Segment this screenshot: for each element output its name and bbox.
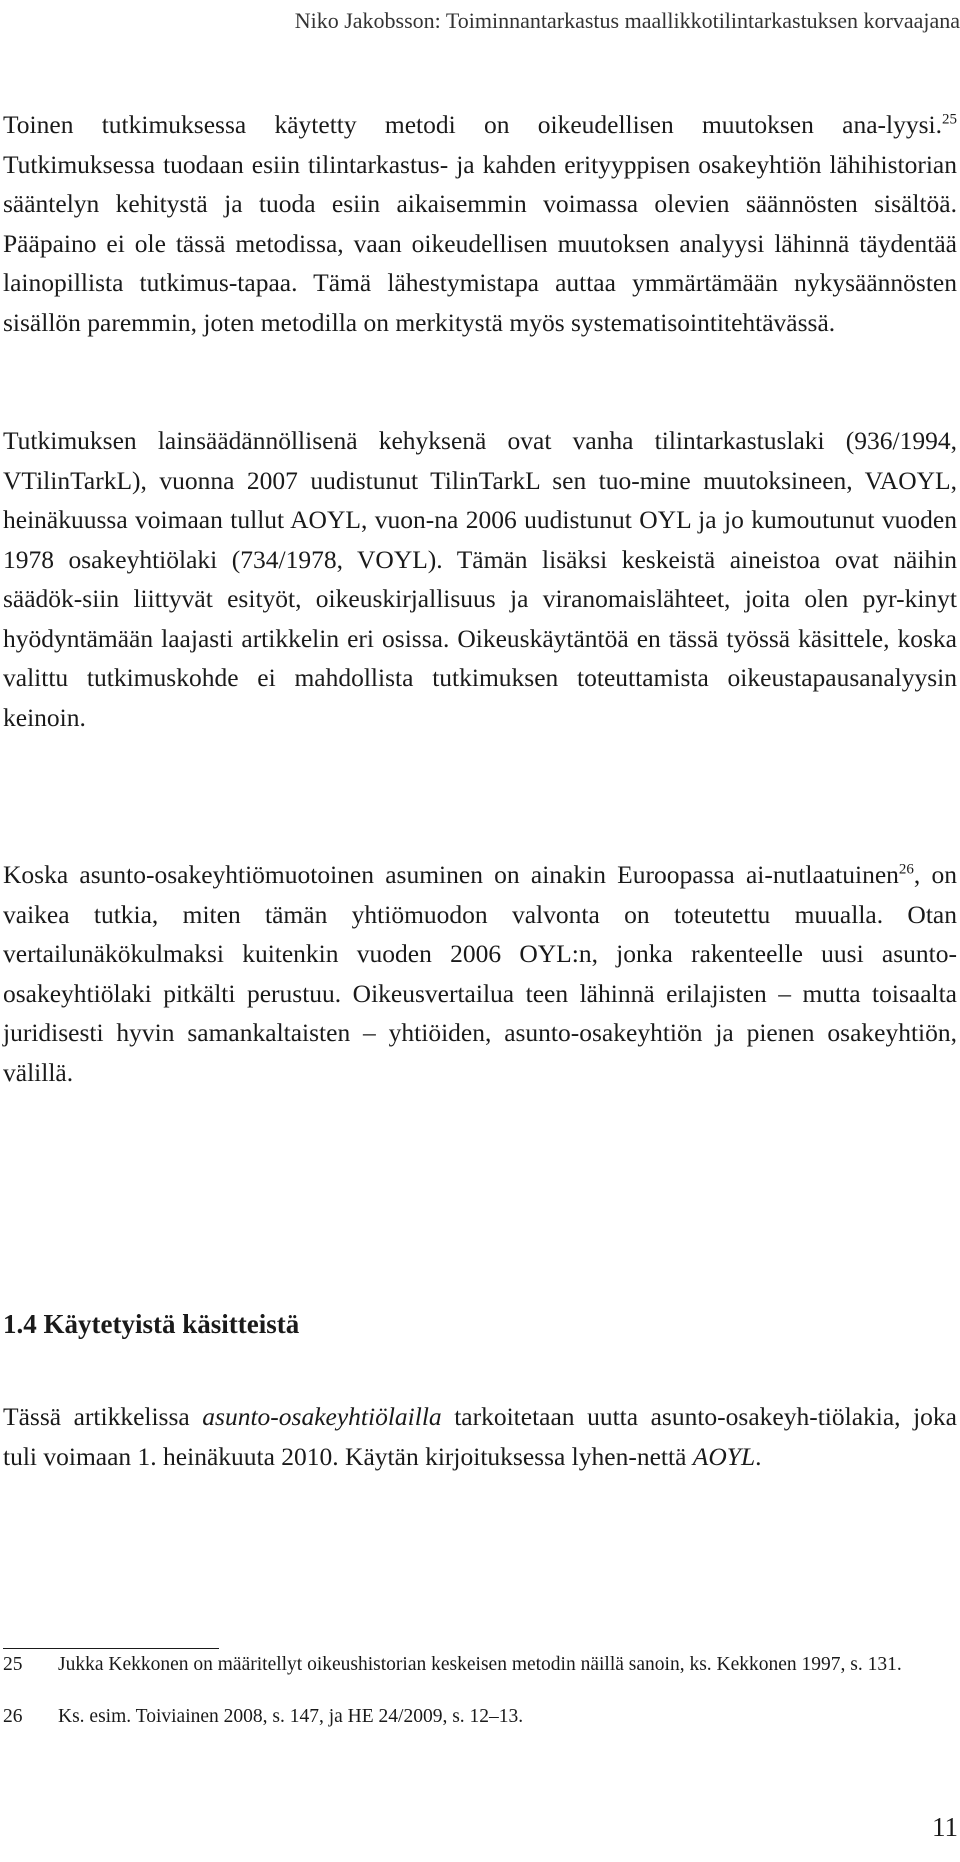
paragraph-text: tarkoitetaan uutta asunto-osakeyh-tiölakia, joka tuli voimaan 1. heinäkuuta 2010. Käytän kirjoituksessa lyhen-nettä xyxy=(3,1402,957,1471)
footnote-number: 25 xyxy=(3,1654,23,1675)
paragraph-text: Tässä artikkelissa xyxy=(3,1402,203,1431)
paragraph-comparative xyxy=(3,855,957,1092)
footnote-26 xyxy=(3,1705,957,1729)
paragraph-text: . xyxy=(755,1441,762,1471)
footnote-reference-25[interactable]: 25 xyxy=(942,111,957,128)
paragraph-text: Koska asunto-osakeyhtiömuotoinen asuminen on ainakin Euroopassa ai-nutlaatuinen xyxy=(3,860,899,889)
italic-term: asunto-osakeyhtiölailla xyxy=(202,1402,442,1431)
section-heading: 1.4 Käytetyistä käsitteistä xyxy=(3,1309,300,1339)
footnote-divider xyxy=(3,1648,219,1649)
paragraph-text: Toinen tutkimuksessa käytetty metodi on oikeudellisen muutoksen ana-lyysi. xyxy=(3,110,942,139)
paragraph-text: , on vaikea tutkia, miten tämän yhtiömuodon valvonta on toteutettu muualla. Otan vertailunäkökulmaksi kuitenkin vuoden 2006 OYL:n, jonka rakenteelle uusi asunto-osakeyhtiölaki pitkälti perustuu. Oikeusvertailua teen lähinnä erilajisten – mutta toisaalta juridisesti hyvin samankaltaisten – yhtiöiden, asunto-osakeyhtiön ja pienen osakeyhtiön, välillä. xyxy=(3,860,957,1087)
footnote-reference-26[interactable]: 26 xyxy=(898,861,914,878)
paragraph-legal-framework: Tutkimuksen lainsäädännöllisenä kehyksenä ovat vanha tilintarkastuslaki (936/1994, VTilinTarkL), vuonna 2007 uudistunut TilinTarkL sen tuo-mine muutoksineen, VAOYL, heinäkuussa voimaan tullut AOYL, vuon-na 2006 uudistunut OYL ja jo kumoutunut vuoden 1978 osakeyhtiölaki (734/1978, VOYL). Tämän lisäksi keskeistä aineistoa ovat näihin säädök-siin liittyvät esityöt, oikeuskirjallisuus ja viranomaislähteet, joita olen pyr-kinyt hyödyntämään laajasti artikkelin eri osissa. Oikeuskäytäntöä en tässä työssä käsittele, koska valittu tutkimuskohde ei mahdollista tutkimuksen toteuttamista oikeustapausanalyysin keinoin. xyxy=(3,426,957,732)
running-header: Niko Jakobsson: Toiminnantarkastus maallikkotilintarkastuksen korvaajana xyxy=(294,8,960,33)
paragraph-definitions xyxy=(3,1397,957,1476)
footnote-25 xyxy=(3,1653,957,1677)
paragraph-methods xyxy=(3,105,957,342)
page-number: 11 xyxy=(932,1812,958,1842)
footnote-text: Ks. esim. Toiviainen 2008, s. 147, ja HE 24/2009, s. 12–13. xyxy=(58,1706,524,1727)
paragraph-text: Tutkimuksessa tuodaan esiin tilintarkastus- ja kahden erityyppisen osakeyhtiön lähihistorian sääntelyn kehitystä ja tuoda esiin aikaisemmin voimassa olevien säännösten sisältöä. Pääpaino ei ole tässä metodissa, vaan oikeudellisen muutoksen analyysi lähinnä täydentää lainopillista tutkimus-tapaa. Tämä lähestymistapa auttaa ymmärtämään nykysäännösten sisällön paremmin, joten metodilla on merkitystä myös systematisointitehtävässä. xyxy=(3,149,957,337)
footnote-number: 26 xyxy=(3,1706,23,1727)
italic-abbreviation: AOYL xyxy=(692,1441,756,1471)
footnote-text: Jukka Kekkonen on määritellyt oikeushistorian keskeisen metodin näillä sanoin, ks. Kekkonen 1997, s. 131. xyxy=(58,1654,902,1675)
